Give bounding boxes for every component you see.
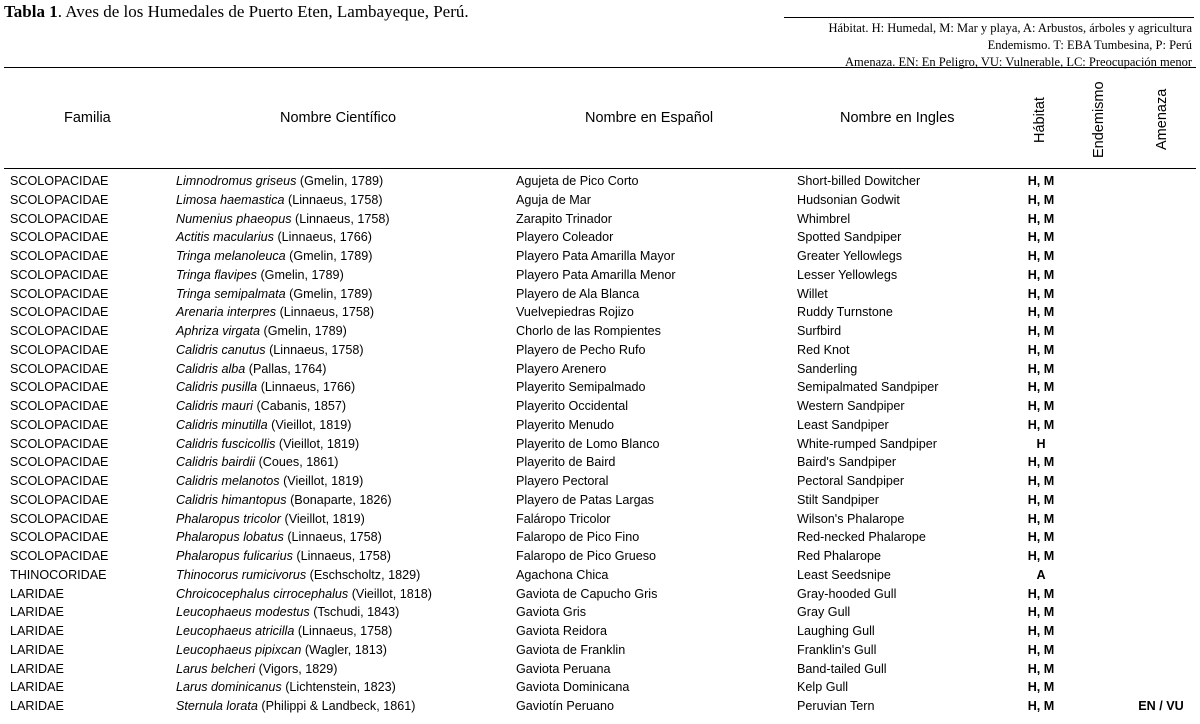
species-author: (Gmelin, 1789) bbox=[260, 324, 347, 338]
header-familia: Familia bbox=[64, 110, 111, 126]
cell-habitat: H, M bbox=[1027, 699, 1055, 713]
cell-espanol: Agachona Chica bbox=[516, 567, 609, 582]
header-cientifico: Nombre Científico bbox=[280, 110, 397, 126]
cell-ingles: Red Phalarope bbox=[797, 549, 882, 563]
cell-espanol: Vuelvepiedras Rojizo bbox=[516, 305, 634, 320]
header-ingles: Nombre en Ingles bbox=[840, 110, 955, 126]
table-row bbox=[0, 228, 1200, 247]
table-row bbox=[0, 341, 1200, 360]
cell-espanol: Aguja de Mar bbox=[516, 192, 591, 207]
cell-familia: SCOLOPACIDAE bbox=[10, 436, 109, 451]
cell-familia: LARIDAE bbox=[10, 699, 64, 713]
species-author: (Eschscholtz, 1829) bbox=[306, 567, 421, 582]
cell-ingles: Franklin's Gull bbox=[797, 642, 877, 657]
table-row bbox=[0, 172, 1200, 191]
table-row bbox=[0, 660, 1200, 679]
cell-habitat: H, M bbox=[1027, 380, 1055, 395]
species-author: (Vigors, 1829) bbox=[255, 661, 338, 676]
species-author: (Vieillot, 1819) bbox=[275, 436, 360, 451]
cell-habitat: H, M bbox=[1027, 192, 1055, 207]
species-name: Phalaropus fulicarius bbox=[176, 549, 293, 563]
cell-cientifico bbox=[176, 191, 383, 210]
cell-familia: SCOLOPACIDAE bbox=[10, 211, 109, 226]
cell-familia: LARIDAE bbox=[10, 605, 64, 620]
cell-ingles: Peruvian Tern bbox=[797, 699, 875, 713]
cell-espanol: Gaviotín Peruano bbox=[516, 699, 615, 713]
cell-ingles: Stilt Sandpiper bbox=[797, 492, 879, 507]
table-row bbox=[0, 566, 1200, 585]
cell-familia: SCOLOPACIDAE bbox=[10, 511, 109, 526]
header-habitat: Hábitat bbox=[1032, 97, 1048, 143]
species-name: Numenius phaeopus bbox=[176, 211, 292, 226]
cell-cientifico bbox=[176, 266, 344, 285]
table-row bbox=[0, 603, 1200, 622]
species-author: (Tschudi, 1843) bbox=[309, 605, 400, 620]
cell-espanol: Falaropo de Pico Grueso bbox=[516, 549, 657, 563]
cell-habitat: H, M bbox=[1027, 455, 1055, 470]
cell-espanol: Playero Pata Amarilla Menor bbox=[516, 267, 676, 282]
cell-espanol: Falaropo de Pico Fino bbox=[516, 530, 640, 545]
legend-top-rule bbox=[784, 17, 1194, 18]
species-author: (Pallas, 1764) bbox=[245, 361, 327, 376]
cell-habitat: H, M bbox=[1027, 286, 1055, 301]
table-row bbox=[0, 622, 1200, 641]
cell-habitat: H, M bbox=[1027, 399, 1055, 413]
cell-espanol: Playero de Ala Blanca bbox=[516, 286, 640, 301]
cell-habitat: H, M bbox=[1027, 249, 1055, 263]
cell-cientifico bbox=[176, 472, 363, 491]
species-name: Calidris canutus bbox=[176, 342, 266, 357]
cell-ingles: Western Sandpiper bbox=[797, 399, 905, 413]
species-author: (Linnaeus, 1758) bbox=[276, 305, 375, 320]
species-author: (Vieillot, 1819) bbox=[267, 417, 352, 432]
cell-ingles: Lesser Yellowlegs bbox=[797, 267, 898, 282]
cell-habitat: A bbox=[1036, 567, 1046, 582]
cell-ingles: Short-billed Dowitcher bbox=[797, 174, 921, 188]
cell-habitat: H bbox=[1036, 436, 1046, 451]
cell-cientifico bbox=[176, 435, 359, 454]
table-row bbox=[0, 285, 1200, 304]
cell-habitat: H, M bbox=[1027, 605, 1055, 620]
species-name: Leucophaeus pipixcan bbox=[176, 642, 302, 657]
species-author: (Linnaeus, 1758) bbox=[283, 530, 382, 545]
table-row bbox=[0, 528, 1200, 547]
cell-espanol: Zarapito Trinador bbox=[516, 211, 612, 226]
species-name: Phalaropus lobatus bbox=[176, 530, 284, 545]
cell-ingles: Gray Gull bbox=[797, 605, 851, 620]
cell-cientifico bbox=[176, 397, 346, 416]
cell-familia: SCOLOPACIDAE bbox=[10, 342, 109, 357]
cell-espanol: Gaviota de Capucho Gris bbox=[516, 586, 658, 601]
cell-espanol: Gaviota Reidora bbox=[516, 624, 608, 638]
cell-espanol: Playero de Patas Largas bbox=[516, 492, 654, 507]
species-name: Calidris alba bbox=[176, 361, 246, 376]
cell-cientifico bbox=[176, 491, 392, 510]
table-label: Tabla 1 bbox=[4, 2, 58, 21]
cell-ingles: Baird's Sandpiper bbox=[797, 455, 897, 470]
cell-habitat: H, M bbox=[1027, 661, 1055, 676]
cell-familia: SCOLOPACIDAE bbox=[10, 249, 109, 263]
table-row bbox=[0, 303, 1200, 322]
table-row bbox=[0, 322, 1200, 341]
species-name: Leucophaeus modestus bbox=[176, 605, 310, 620]
cell-familia: SCOLOPACIDAE bbox=[10, 417, 109, 432]
cell-familia: SCOLOPACIDAE bbox=[10, 361, 109, 376]
cell-ingles: Greater Yellowlegs bbox=[797, 249, 903, 263]
species-author: (Linnaeus, 1758) bbox=[291, 211, 390, 226]
cell-familia: SCOLOPACIDAE bbox=[10, 530, 109, 545]
species-name: Calidris bairdii bbox=[176, 455, 256, 470]
legend-amenaza: Amenaza. EN: En Peligro, VU: Vulnerable, LC: Preocupación menor bbox=[845, 55, 1192, 69]
cell-familia: SCOLOPACIDAE bbox=[10, 324, 109, 338]
species-author: (Linnaeus, 1758) bbox=[292, 549, 391, 563]
cell-espanol: Playerito de Baird bbox=[516, 455, 616, 470]
cell-ingles: Laughing Gull bbox=[797, 624, 875, 638]
cell-cientifico bbox=[176, 341, 364, 360]
table-row bbox=[0, 547, 1200, 566]
species-name: Aphriza virgata bbox=[176, 324, 260, 338]
cell-familia: SCOLOPACIDAE bbox=[10, 174, 109, 188]
table-row bbox=[0, 360, 1200, 379]
cell-habitat: H, M bbox=[1027, 267, 1055, 282]
cell-cientifico bbox=[176, 416, 351, 435]
species-author: (Cabanis, 1857) bbox=[252, 399, 347, 413]
species-name: Arenaria interpres bbox=[176, 305, 277, 320]
species-author: (Gmelin, 1789) bbox=[256, 267, 344, 282]
cell-familia: SCOLOPACIDAE bbox=[10, 399, 109, 413]
table-row bbox=[0, 491, 1200, 510]
cell-familia: SCOLOPACIDAE bbox=[10, 455, 109, 470]
species-name: Actitis macularius bbox=[176, 230, 274, 245]
cell-ingles: Pectoral Sandpiper bbox=[797, 474, 905, 488]
cell-familia: SCOLOPACIDAE bbox=[10, 286, 109, 301]
table-row bbox=[0, 641, 1200, 660]
species-author: (Wagler, 1813) bbox=[301, 642, 387, 657]
cell-habitat: H, M bbox=[1027, 642, 1055, 657]
cell-familia: SCOLOPACIDAE bbox=[10, 305, 109, 320]
cell-habitat: H, M bbox=[1027, 361, 1055, 376]
table-caption bbox=[4, 2, 469, 22]
cell-ingles: Least Seedsnipe bbox=[797, 567, 891, 582]
cell-familia: LARIDAE bbox=[10, 680, 64, 695]
cell-cientifico bbox=[176, 510, 365, 529]
cell-habitat: H, M bbox=[1027, 492, 1055, 507]
cell-ingles: Semipalmated Sandpiper bbox=[797, 380, 939, 395]
species-name: Phalaropus tricolor bbox=[176, 511, 281, 526]
cell-habitat: H, M bbox=[1027, 305, 1055, 320]
legend bbox=[829, 20, 1192, 71]
species-author: (Linnaeus, 1758) bbox=[265, 342, 364, 357]
cell-espanol: Gaviota Gris bbox=[516, 605, 586, 620]
cell-cientifico bbox=[176, 360, 327, 379]
species-author: (Linnaeus, 1758) bbox=[294, 624, 393, 638]
table-title: . Aves de los Humedales de Puerto Eten, Lambayeque, Perú. bbox=[57, 2, 469, 21]
cell-espanol: Gaviota Peruana bbox=[516, 661, 611, 676]
cell-familia: SCOLOPACIDAE bbox=[10, 230, 109, 245]
cell-ingles: Wilson's Phalarope bbox=[797, 511, 905, 526]
species-name: Calidris mauri bbox=[176, 399, 253, 413]
cell-ingles: Surfbird bbox=[797, 324, 842, 338]
table-row bbox=[0, 435, 1200, 454]
cell-habitat: H, M bbox=[1027, 624, 1055, 638]
cell-cientifico bbox=[176, 172, 383, 191]
species-author: (Vieillot, 1819) bbox=[281, 511, 365, 526]
cell-espanol: Chorlo de las Rompientes bbox=[516, 324, 661, 338]
species-author: (Gmelin, 1789) bbox=[296, 174, 384, 188]
cell-familia: LARIDAE bbox=[10, 661, 64, 676]
legend-endemismo: Endemismo. T: EBA Tumbesina, P: Perú bbox=[987, 38, 1192, 52]
cell-ingles: Kelp Gull bbox=[797, 680, 849, 695]
header-espanol: Nombre en Español bbox=[585, 110, 714, 126]
cell-habitat: H, M bbox=[1027, 417, 1055, 432]
species-author: (Bonaparte, 1826) bbox=[286, 492, 392, 507]
species-author: (Coues, 1861) bbox=[255, 455, 339, 470]
species-name: Limnodromus griseus bbox=[176, 174, 297, 188]
cell-cientifico bbox=[176, 641, 387, 660]
cell-ingles: Whimbrel bbox=[797, 211, 851, 226]
cell-espanol: Gaviota de Franklin bbox=[516, 642, 626, 657]
cell-familia: LARIDAE bbox=[10, 586, 64, 601]
cell-habitat: H, M bbox=[1027, 586, 1055, 601]
table-top-rule bbox=[4, 67, 1196, 68]
table-row bbox=[0, 210, 1200, 229]
cell-cientifico bbox=[176, 547, 391, 566]
cell-ingles: Hudsonian Godwit bbox=[797, 192, 900, 207]
species-name: Larus belcheri bbox=[176, 661, 256, 676]
species-name: Tringa flavipes bbox=[176, 267, 257, 282]
header-amenaza: Amenaza bbox=[1154, 88, 1170, 150]
table-row bbox=[0, 416, 1200, 435]
cell-familia: SCOLOPACIDAE bbox=[10, 474, 109, 488]
cell-cientifico bbox=[176, 697, 415, 716]
cell-ingles: Willet bbox=[797, 286, 828, 301]
species-name: Calidris melanotos bbox=[176, 474, 280, 488]
species-name: Calidris himantopus bbox=[176, 492, 287, 507]
table-row bbox=[0, 697, 1200, 716]
legend-habitat: Hábitat. H: Humedal, M: Mar y playa, A: Arbustos, árboles y agricultura bbox=[828, 21, 1192, 35]
cell-espanol: Playero de Pecho Rufo bbox=[516, 342, 646, 357]
cell-cientifico bbox=[176, 303, 374, 322]
table-row bbox=[0, 247, 1200, 266]
cell-cientifico bbox=[176, 322, 347, 341]
cell-espanol: Gaviota Dominicana bbox=[516, 680, 630, 695]
cell-habitat: H, M bbox=[1027, 530, 1055, 545]
species-name: Larus dominicanus bbox=[176, 680, 282, 695]
species-author: (Linnaeus, 1766) bbox=[273, 230, 373, 245]
species-name: Chroicocephalus cirrocephalus bbox=[176, 586, 349, 601]
cell-cientifico bbox=[176, 603, 399, 622]
cell-espanol: Playerito de Lomo Blanco bbox=[516, 436, 660, 451]
cell-habitat: H, M bbox=[1027, 230, 1055, 245]
species-name: Calidris minutilla bbox=[176, 417, 268, 432]
cell-habitat: H, M bbox=[1027, 511, 1055, 526]
cell-familia: SCOLOPACIDAE bbox=[10, 380, 109, 395]
species-name: Calidris pusilla bbox=[176, 380, 258, 395]
cell-cientifico bbox=[176, 453, 338, 472]
cell-ingles: Least Sandpiper bbox=[797, 417, 889, 432]
cell-espanol: Faláropo Tricolor bbox=[516, 511, 611, 526]
cell-habitat: H, M bbox=[1027, 342, 1055, 357]
cell-cientifico bbox=[176, 528, 382, 547]
cell-ingles: Ruddy Turnstone bbox=[797, 305, 893, 320]
species-author: (Vieillot, 1818) bbox=[348, 586, 432, 601]
cell-espanol: Playero Coleador bbox=[516, 230, 614, 245]
cell-cientifico bbox=[176, 566, 420, 585]
cell-cientifico bbox=[176, 660, 337, 679]
cell-familia: LARIDAE bbox=[10, 642, 64, 657]
cell-familia: SCOLOPACIDAE bbox=[10, 549, 109, 563]
cell-espanol: Playero Pata Amarilla Mayor bbox=[516, 249, 675, 263]
cell-cientifico bbox=[176, 210, 390, 229]
table-row bbox=[0, 266, 1200, 285]
species-name: Leucophaeus atricilla bbox=[176, 624, 295, 638]
species-name: Calidris fuscicollis bbox=[176, 436, 276, 451]
cell-habitat: H, M bbox=[1027, 549, 1055, 563]
species-name: Tringa semipalmata bbox=[176, 286, 286, 301]
species-author: (Linnaeus, 1766) bbox=[257, 380, 356, 395]
cell-espanol: Agujeta de Pico Corto bbox=[516, 174, 639, 188]
cell-cientifico bbox=[176, 285, 372, 304]
cell-espanol: Playero Arenero bbox=[516, 361, 607, 376]
species-name: Sternula lorata bbox=[176, 699, 258, 713]
cell-familia: SCOLOPACIDAE bbox=[10, 267, 109, 282]
cell-habitat: H, M bbox=[1027, 211, 1055, 226]
cell-ingles: Red Knot bbox=[797, 342, 850, 357]
cell-ingles: Red-necked Phalarope bbox=[797, 530, 926, 545]
cell-ingles: Spotted Sandpiper bbox=[797, 230, 902, 245]
table-row bbox=[0, 453, 1200, 472]
header-endemismo: Endemismo bbox=[1091, 81, 1107, 158]
cell-ingles: White-rumped Sandpiper bbox=[797, 436, 938, 451]
cell-habitat: H, M bbox=[1027, 324, 1055, 338]
cell-familia: SCOLOPACIDAE bbox=[10, 492, 109, 507]
table-row bbox=[0, 191, 1200, 210]
table-row bbox=[0, 472, 1200, 491]
cell-habitat: H, M bbox=[1027, 680, 1055, 695]
cell-espanol: Playerito Semipalmado bbox=[516, 380, 646, 395]
cell-ingles: Sanderling bbox=[797, 361, 858, 376]
cell-familia: SCOLOPACIDAE bbox=[10, 192, 109, 207]
table-row bbox=[0, 585, 1200, 604]
cell-habitat: H, M bbox=[1027, 174, 1055, 188]
species-name: Tringa melanoleuca bbox=[176, 249, 286, 263]
table-row bbox=[0, 397, 1200, 416]
cell-cientifico bbox=[176, 585, 432, 604]
header-bottom-rule bbox=[4, 168, 1196, 169]
species-name: Thinocorus rumicivorus bbox=[176, 567, 307, 582]
cell-familia: LARIDAE bbox=[10, 624, 64, 638]
cell-ingles: Band-tailed Gull bbox=[797, 661, 887, 676]
cell-espanol: Playerito Occidental bbox=[516, 399, 628, 413]
cell-cientifico bbox=[176, 622, 392, 641]
cell-espanol: Playerito Menudo bbox=[516, 417, 615, 432]
table-row bbox=[0, 678, 1200, 697]
cell-cientifico bbox=[176, 228, 372, 247]
species-author: (Lichtenstein, 1823) bbox=[281, 680, 396, 695]
species-author: (Philippi & Landbeck, 1861) bbox=[257, 699, 416, 713]
cell-espanol: Playero Pectoral bbox=[516, 474, 609, 488]
cell-cientifico bbox=[176, 678, 396, 697]
cell-habitat: H, M bbox=[1027, 474, 1055, 488]
cell-familia: THINOCORIDAE bbox=[10, 567, 107, 582]
species-author: (Linnaeus, 1758) bbox=[284, 192, 383, 207]
species-author: (Vieillot, 1819) bbox=[279, 474, 364, 488]
species-author: (Gmelin, 1789) bbox=[285, 249, 373, 263]
table-row bbox=[0, 510, 1200, 529]
cell-amenaza: EN / VU bbox=[1138, 699, 1184, 713]
cell-cientifico bbox=[176, 378, 355, 397]
species-name: Limosa haemastica bbox=[176, 192, 285, 207]
table-body bbox=[0, 172, 1200, 716]
cell-ingles: Gray-hooded Gull bbox=[797, 586, 897, 601]
cell-cientifico bbox=[176, 247, 372, 266]
table-row bbox=[0, 378, 1200, 397]
species-author: (Gmelin, 1789) bbox=[285, 286, 373, 301]
